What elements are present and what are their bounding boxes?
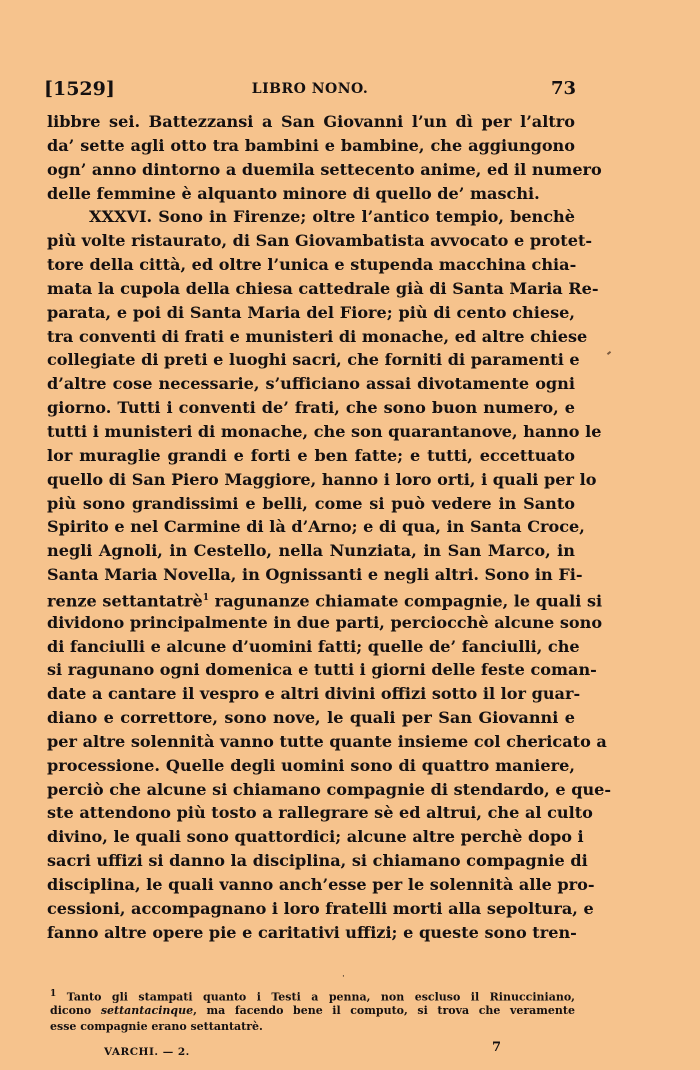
page-number: 73	[550, 78, 576, 99]
text-line: perciò che alcune si chiamano compagnie di stendardo, e que-	[47, 779, 612, 799]
text-line: d’altre cose necessarie, s’ufficiano assai divotamente ogni	[47, 374, 575, 394]
text-line: dividono principalmente in due parti, perciocchè alcune sono	[47, 612, 603, 632]
footnote-line: esse compagnie erano settantatrè.	[50, 1020, 263, 1033]
footnote-text: , ma facendo bene il computo, si trova che veramente	[193, 1003, 575, 1017]
text-line: disciplina, le quali vanno anch’esse per le solennità alle pro-	[47, 875, 595, 894]
footnote-line	[50, 986, 575, 1003]
text-line: sacri uffizi si danno la disciplina, si chiamano compagnie di	[47, 851, 588, 871]
text-line: più volte ristaurato, di San Giovambatista avvocato e protet-	[47, 231, 593, 251]
text-line: Spirito e nel Carmine di là d’Arno; e di qua, in Santa Croce,	[47, 517, 585, 537]
text-line: libbre sei. Battezzansi a San Giovanni l’un dì per l’altro	[47, 112, 575, 131]
text-line: tutti i munisteri di monache, che son quarantanove, hanno le	[47, 421, 602, 441]
header-title: LIBRO NONO.	[251, 81, 369, 97]
footnote-text: dicono	[50, 1003, 101, 1017]
text-line: delle femmine è alquanto minore di quello de’ maschi.	[47, 183, 540, 203]
text-line: parata, e poi di Santa Maria del Fiore; più di cento chiese,	[47, 302, 575, 322]
main-text	[47, 110, 612, 945]
text-line: fanno altre opere pie e caritativi uffizi; e queste sono tren-	[47, 922, 577, 942]
footnote-emphasis: settantacinque	[100, 1003, 194, 1017]
text-line: collegiate di preti e luoghi sacri, che forniti di paramenti e	[47, 350, 580, 370]
text-line: cessioni, accompagnano i loro fratelli morti alla sepoltura, e	[47, 898, 594, 918]
text-fragment: renze settantatrè	[47, 591, 203, 611]
text-line: per altre solennità vanno tutte quante insieme col chericato a	[47, 731, 607, 751]
footnote-reference: 1	[202, 592, 209, 603]
text-line: divino, le quali sono quattordici; alcune altre perchè dopo i	[47, 827, 584, 847]
text-line: tore della città, ed oltre l’unica e stupenda macchina chia-	[47, 255, 577, 275]
text-line: giorno. Tutti i conventi de’ frati, che sono buon numero, e	[47, 398, 575, 418]
text-line: ste attendono più tosto a rallegrare sè ed altrui, che al culto	[47, 803, 593, 823]
footnote-text: Tanto gli stampati quanto i Testi a penna, non escluso il Rinucciniano,	[66, 990, 575, 1004]
text-line: lor muraglie grandi e forti e ben fatte; e tutti, eccettuato	[47, 445, 575, 465]
footnote-separator-mark: ·	[342, 972, 345, 982]
text-line: tra conventi di frati e munisteri di monache, ed altre chiese	[47, 326, 588, 346]
text-line: processione. Quelle degli uomini sono di quattro maniere,	[47, 755, 575, 775]
header-year: [1529]	[44, 78, 115, 100]
text-fragment: ragunanze chiamate compagnie, le quali si	[208, 591, 603, 611]
printer-signature: VARCHI. — 2.	[104, 1046, 190, 1058]
text-line: negli Agnoli, in Cestello, nella Nunziata, in San Marco, in	[47, 541, 575, 561]
text-line-with-footnote	[47, 587, 603, 611]
text-line: date a cantare il vespro e altri divini offizi sotto il lor guar-	[47, 684, 581, 704]
footnote-marker: 1	[50, 989, 57, 999]
gathering-number: 7	[492, 1040, 502, 1055]
text-line: diano e correttore, sono nove, le quali per San Giovanni e	[47, 708, 575, 728]
text-line: mata la cupola della chiesa cattedrale già di Santa Maria Re-	[47, 278, 599, 298]
text-line: si ragunano ogni domenica e tutti i giorni delle feste coman-	[47, 660, 597, 680]
running-header	[44, 78, 576, 104]
text-line: più sono grandissimi e belli, come si può vedere in Santo	[47, 493, 575, 513]
section-start-line: XXXVI. Sono in Firenze; oltre l’antico tempio, benchè	[89, 207, 575, 227]
text-line: Santa Maria Novella, in Ognissanti e negli altri. Sono in Fi-	[47, 565, 583, 585]
footnote-line	[50, 1003, 575, 1020]
text-line: ogn’ anno dintorno a duemila settecento anime, ed il numero	[47, 159, 602, 179]
text-line: da’ sette agli otto tra bambini e bambine, che aggiungono	[47, 135, 575, 155]
footnote	[50, 986, 575, 1036]
text-line: di fanciulli e alcune d’uomini fatti; quelle de’ fanciulli, che	[47, 636, 580, 656]
text-line: quello di San Piero Maggiore, hanno i loro orti, i quali per lo	[47, 469, 597, 489]
paper-speck	[607, 351, 611, 355]
